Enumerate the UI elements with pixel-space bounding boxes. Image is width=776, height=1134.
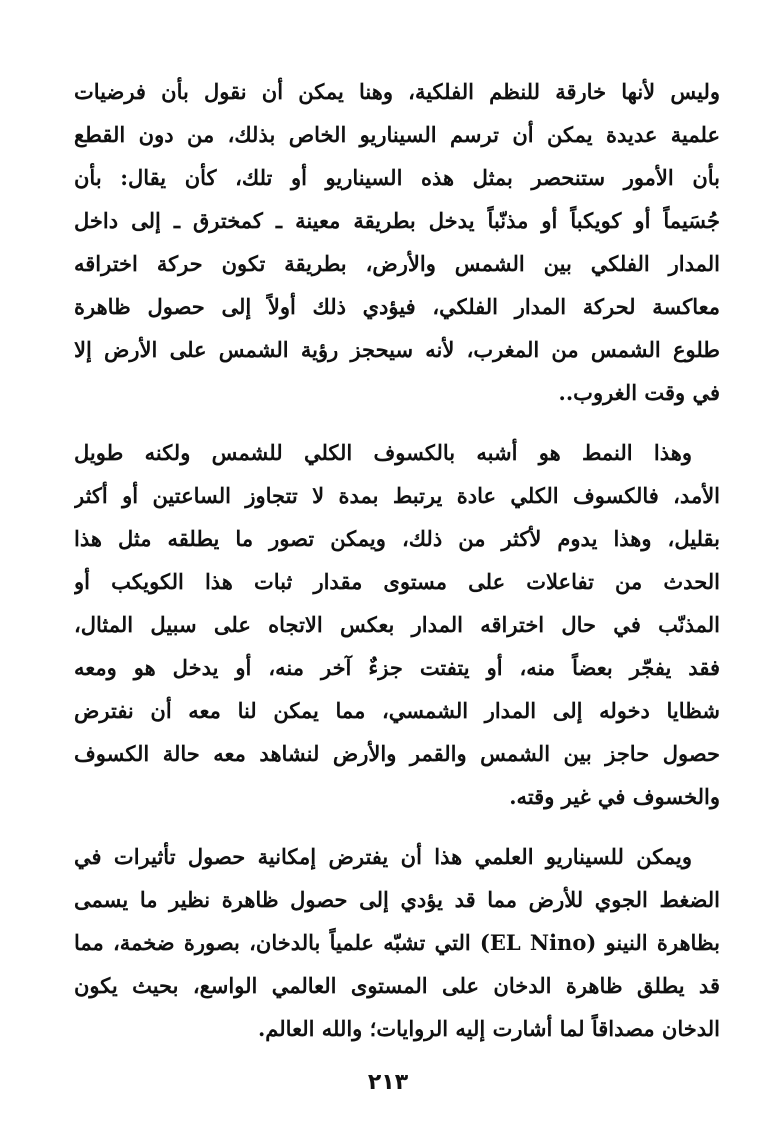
text-line: ويمكن للسيناريو العلمي هذا أن يفترض إمكانية حصول تأثيرات في bbox=[74, 844, 692, 869]
text-line: الحدث من تفاعلات على مستوى مقدار ثبات هذا الكويكب أو bbox=[74, 569, 720, 594]
text-line: جُسَيماً أو كويكباً أو مذنّباً يدخل بطريقة معينة ـ كمخترق ـ إلى داخل bbox=[74, 208, 720, 233]
page-body bbox=[74, 70, 720, 1060]
text-line: علمية عديدة يمكن أن ترسم السيناريو الخاص بذلك، من دون القطع bbox=[74, 122, 720, 147]
paragraph-2 bbox=[74, 431, 720, 818]
text-line: قد يطلق ظاهرة الدخان على المستوى العالمي الواسع، بحيث يكون bbox=[74, 973, 720, 998]
text-line: الدخان مصداقاً لما أشارت إليه الروايات؛ والله العالم. bbox=[257, 1016, 720, 1041]
page-number: ٢١٣ bbox=[367, 1070, 409, 1095]
paragraph-gap bbox=[74, 818, 720, 835]
text-line: طلوع الشمس من المغرب، لأنه سيحجز رؤية الشمس على الأرض إلا bbox=[74, 337, 720, 362]
paragraph-3 bbox=[74, 835, 720, 1050]
paragraph-1 bbox=[74, 70, 720, 414]
text-line: وهذا النمط هو أشبه بالكسوف الكلي للشمس ولكنه طويل bbox=[74, 440, 692, 465]
text-line: معاكسة لحركة المدار الفلكي، فيؤدي ذلك أولاً إلى حصول ظاهرة bbox=[74, 294, 720, 319]
text-line: حصول حاجز بين الشمس والقمر والأرض لنشاهد معه حالة الكسوف bbox=[74, 741, 720, 766]
text-line: في وقت الغروب.. bbox=[558, 380, 720, 405]
text-line: المذنّب في حال اختراقه المدار بعكس الاتجاه على سبيل المثال، bbox=[74, 612, 720, 637]
text-line: بظاهرة النينو (EL Nino) التي تشبّه علمياً بالدخان، بصورة ضخمة، مما bbox=[74, 930, 720, 955]
text-line: الضغط الجوي للأرض مما قد يؤدي إلى حصول ظاهرة نظير ما يسمى bbox=[74, 887, 720, 912]
paragraph-gap bbox=[74, 414, 720, 431]
text-line: شظايا دخوله إلى المدار الشمسي، مما يمكن لنا معه أن نفترض bbox=[74, 698, 720, 723]
text-line: وليس لأنها خارقة للنظم الفلكية، وهنا يمكن أن نقول بأن فرضيات bbox=[74, 79, 720, 104]
text-line: والخسوف في غير وقته. bbox=[509, 784, 720, 809]
text-line: بقليل، وهذا يدوم لأكثر من ذلك، ويمكن تصور ما يطلقه مثل هذا bbox=[74, 526, 720, 551]
text-line: بأن الأمور ستنحصر بمثل هذه السيناريو أو تلك، كأن يقال: بأن bbox=[74, 165, 720, 190]
text-line: الأمد، فالكسوف الكلي عادة يرتبط بمدة لا تتجاوز الساعتين أو أكثر bbox=[74, 483, 720, 508]
text-line: فقد يفجّر بعضاً منه، أو يتفتت جزءٌ آخر منه، أو يدخل هو ومعه bbox=[74, 655, 720, 680]
text-line: المدار الفلكي بين الشمس والأرض، بطريقة تكون حركة اختراقه bbox=[74, 251, 720, 276]
